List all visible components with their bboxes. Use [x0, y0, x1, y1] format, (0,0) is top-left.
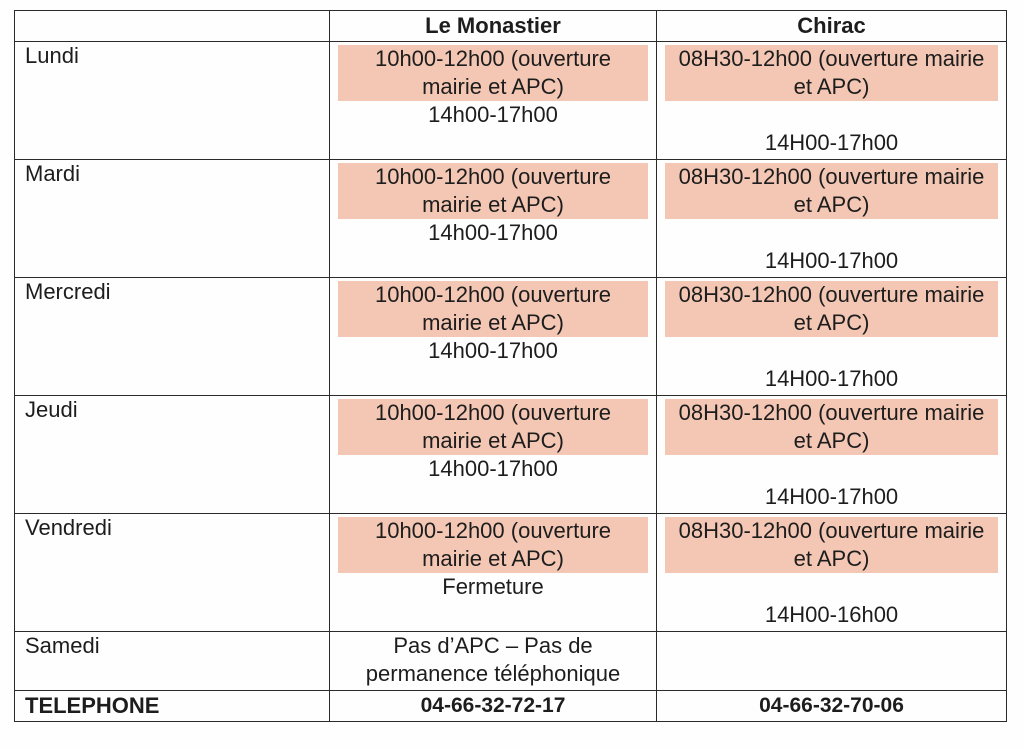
afternoon-hours: 14H00-17h00 — [764, 248, 899, 273]
morning-hours-highlight: 10h00-12h00 (ouverture mairie et APC) — [338, 281, 648, 337]
afternoon-hours: 14h00-17h00 — [428, 456, 558, 481]
chirac-hours — [657, 278, 1007, 396]
monastier-hours — [330, 42, 657, 160]
header-blank — [15, 11, 330, 42]
afternoon-hours: 14H00-17h00 — [764, 130, 899, 155]
chirac-hours — [657, 160, 1007, 278]
chirac-hours — [657, 396, 1007, 514]
chirac-hours — [657, 514, 1007, 632]
day-label: Samedi — [15, 632, 330, 691]
chirac-saturday-empty — [657, 632, 1007, 691]
morning-hours-highlight: 10h00-12h00 (ouverture mairie et APC) — [338, 45, 648, 101]
header-row — [15, 11, 1007, 42]
monastier-hours — [330, 514, 657, 632]
header-le-monastier: Le Monastier — [330, 11, 657, 42]
morning-hours-highlight: 10h00-12h00 (ouverture mairie et APC) — [338, 399, 648, 455]
morning-hours-highlight: 08H30-12h00 (ouverture mairie et APC) — [665, 399, 998, 455]
closed-status: Fermeture — [442, 574, 544, 599]
afternoon-hours: 14h00-17h00 — [428, 220, 558, 245]
row-vendredi — [15, 514, 1007, 632]
monastier-hours — [330, 278, 657, 396]
day-label: Jeudi — [15, 396, 330, 514]
opening-hours-table — [14, 10, 1007, 722]
monastier-hours — [330, 160, 657, 278]
row-telephone — [15, 691, 1007, 722]
morning-hours-highlight: 08H30-12h00 (ouverture mairie et APC) — [665, 163, 998, 219]
afternoon-hours: 14H00-17h00 — [764, 366, 899, 391]
header-chirac: Chirac — [657, 11, 1007, 42]
morning-hours-highlight: 08H30-12h00 (ouverture mairie et APC) — [665, 45, 998, 101]
row-lundi — [15, 42, 1007, 160]
row-mardi — [15, 160, 1007, 278]
monastier-saturday-note: Pas d’APC – Pas de permanence téléphonique — [330, 632, 657, 691]
row-jeudi — [15, 396, 1007, 514]
day-label: Vendredi — [15, 514, 330, 632]
morning-hours-highlight: 08H30-12h00 (ouverture mairie et APC) — [665, 517, 998, 573]
afternoon-hours: 14h00-17h00 — [428, 338, 558, 363]
monastier-phone-number: 04-66-32-72-17 — [330, 691, 657, 722]
day-label: Mercredi — [15, 278, 330, 396]
monastier-hours — [330, 396, 657, 514]
row-mercredi — [15, 278, 1007, 396]
morning-hours-highlight: 10h00-12h00 (ouverture mairie et APC) — [338, 517, 648, 573]
day-label: Lundi — [15, 42, 330, 160]
morning-hours-highlight: 10h00-12h00 (ouverture mairie et APC) — [338, 163, 648, 219]
chirac-phone-number: 04-66-32-70-06 — [657, 691, 1007, 722]
afternoon-hours: 14h00-17h00 — [428, 102, 558, 127]
afternoon-hours: 14H00-16h00 — [764, 602, 899, 627]
telephone-label: TELEPHONE — [15, 691, 330, 722]
chirac-hours — [657, 42, 1007, 160]
morning-hours-highlight: 08H30-12h00 (ouverture mairie et APC) — [665, 281, 998, 337]
afternoon-hours: 14H00-17h00 — [764, 484, 899, 509]
row-samedi — [15, 632, 1007, 691]
day-label: Mardi — [15, 160, 330, 278]
